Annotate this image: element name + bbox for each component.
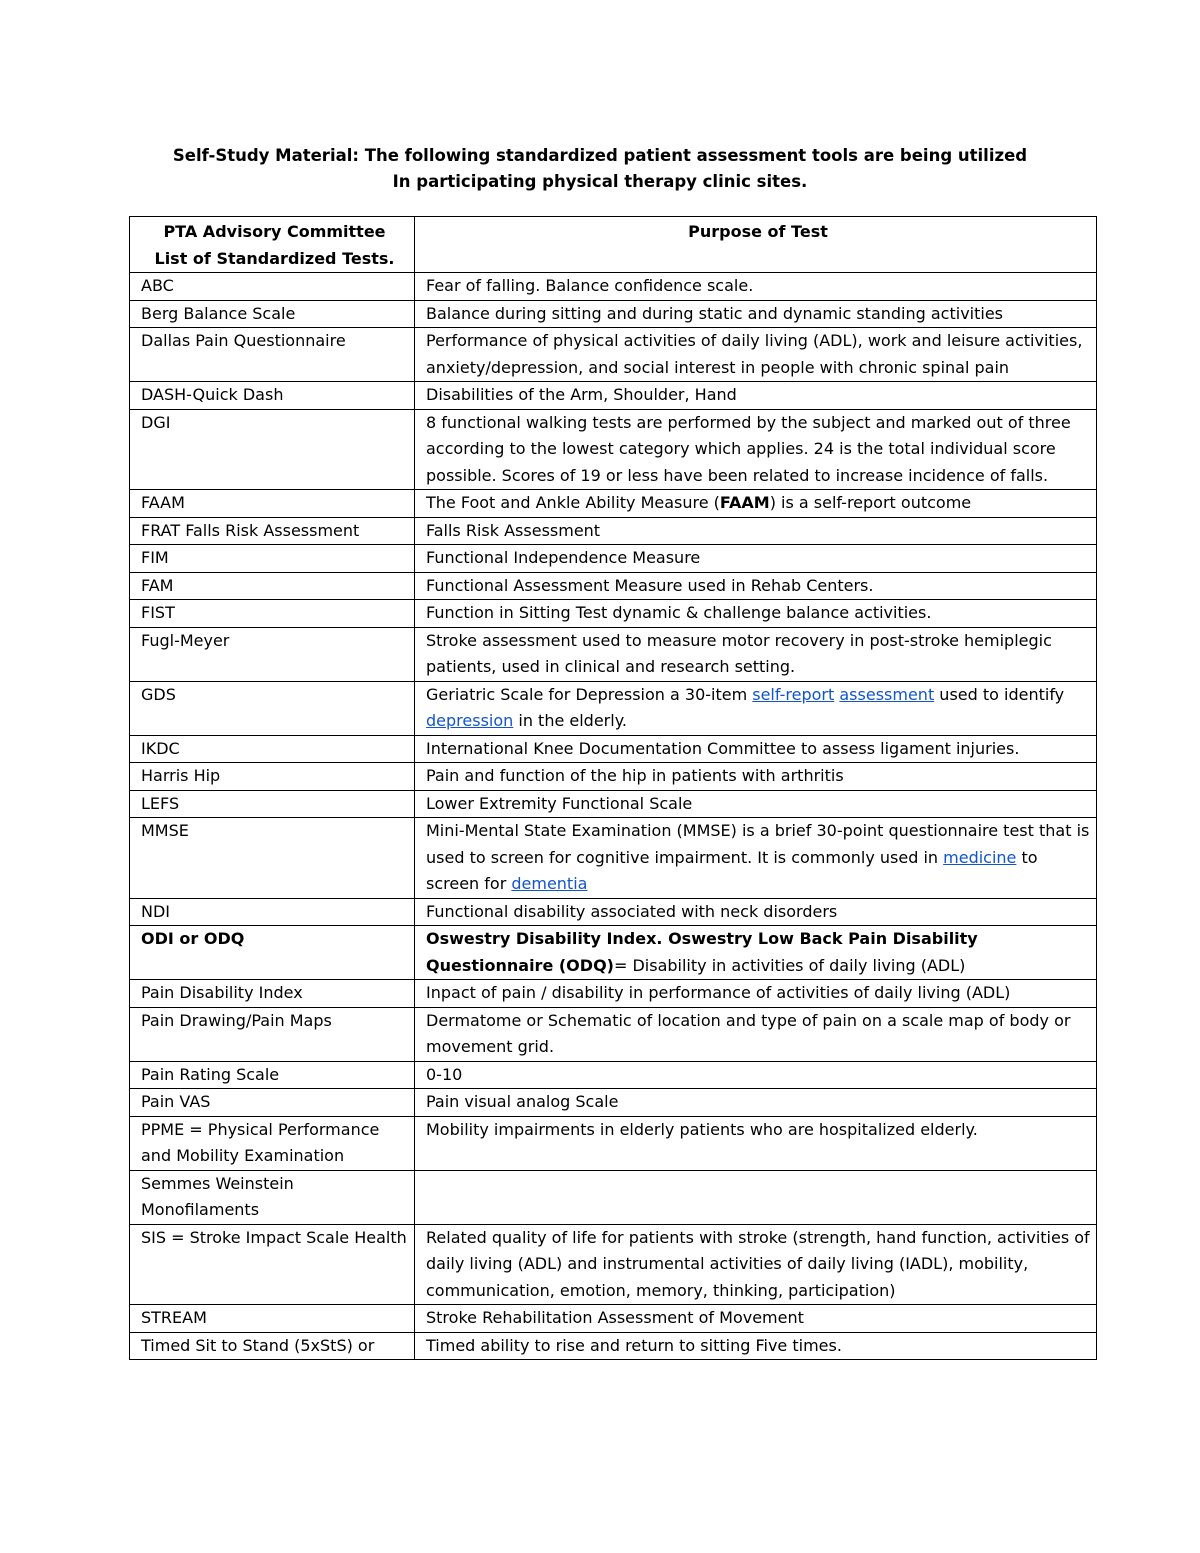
table-row bbox=[130, 818, 1097, 899]
purpose-cell bbox=[415, 1007, 1097, 1061]
table-row bbox=[130, 735, 1097, 763]
test-name-cell: SIS = Stroke Impact Scale Health bbox=[130, 1224, 415, 1305]
purpose-cell bbox=[415, 1305, 1097, 1333]
purpose-text: Oswestry Disability Index. Oswestry Low Back Pain Disability Questionnaire (ODQ) bbox=[426, 929, 978, 975]
purpose-cell bbox=[415, 382, 1097, 410]
table-row bbox=[130, 926, 1097, 980]
test-name-cell: DGI bbox=[130, 409, 415, 490]
reference-link[interactable]: depression bbox=[426, 711, 514, 730]
purpose-text: International Knee Documentation Committee to assess ligament injuries. bbox=[426, 738, 1020, 758]
table-row bbox=[130, 273, 1097, 301]
purpose-text: Functional Assessment Measure used in Rehab Centers. bbox=[426, 575, 874, 595]
purpose-cell bbox=[415, 1116, 1097, 1170]
purpose-text: Stroke assessment used to measure motor recovery in post-stroke hemiplegic patients, used in clinical and research setting. bbox=[426, 630, 1052, 676]
purpose-text: Disabilities of the Arm, Shoulder, Hand bbox=[426, 385, 737, 404]
test-name-cell: FAAM bbox=[130, 490, 415, 518]
purpose-text: Geriatric Scale for Depression a 30-item bbox=[426, 684, 753, 704]
table-row bbox=[130, 681, 1097, 735]
purpose-text: = Disability in activities of daily living (ADL) bbox=[613, 955, 966, 975]
purpose-cell bbox=[415, 681, 1097, 735]
purpose-text: Functional disability associated with neck disorders bbox=[426, 901, 838, 921]
reference-link[interactable]: self-report bbox=[752, 684, 835, 704]
purpose-text: Performance of physical activities of daily living (ADL), work and leisure activities, anxiety/depression, and social interest in people with chronic spinal pain bbox=[426, 331, 1083, 377]
purpose-cell bbox=[415, 1089, 1097, 1117]
table-row bbox=[130, 1170, 1097, 1224]
header-test-name bbox=[130, 217, 415, 273]
table-row bbox=[130, 1305, 1097, 1333]
purpose-cell bbox=[415, 1061, 1097, 1089]
table-row bbox=[130, 790, 1097, 818]
header-test-name-line-2: List of Standardized Tests. bbox=[154, 248, 395, 268]
purpose-cell bbox=[415, 926, 1097, 980]
purpose-cell bbox=[415, 600, 1097, 628]
table-row bbox=[130, 1089, 1097, 1117]
purpose-text: Mobility impairments in elderly patients who are hospitalized elderly. bbox=[426, 1119, 978, 1139]
test-name-cell: LEFS bbox=[130, 790, 415, 818]
purpose-cell bbox=[415, 1332, 1097, 1360]
purpose-text: Pain and function of the hip in patients with arthritis bbox=[426, 766, 844, 785]
table-row bbox=[130, 572, 1097, 600]
purpose-cell bbox=[415, 790, 1097, 818]
test-name-cell: STREAM bbox=[130, 1305, 415, 1333]
reference-link[interactable]: medicine bbox=[943, 847, 1017, 867]
table-row bbox=[130, 409, 1097, 490]
purpose-text: used to identify bbox=[934, 684, 1065, 704]
standardized-tests-table bbox=[129, 216, 1097, 1360]
purpose-cell bbox=[415, 763, 1097, 791]
purpose-cell bbox=[415, 409, 1097, 490]
purpose-text: Mini-Mental State Examination (MMSE) is a brief 30-point questionnaire test that is used to screen for cognitive impairment. It is commonly used in bbox=[426, 821, 1090, 867]
test-name-cell: FIST bbox=[130, 600, 415, 628]
test-name-cell: Timed Sit to Stand (5xStS) or bbox=[130, 1332, 415, 1360]
table-row bbox=[130, 763, 1097, 791]
purpose-text: 0-10 bbox=[426, 1064, 463, 1084]
table-row bbox=[130, 300, 1097, 328]
purpose-text: to screen for bbox=[426, 847, 1038, 893]
purpose-cell bbox=[415, 818, 1097, 899]
purpose-cell bbox=[415, 328, 1097, 382]
test-name-cell: GDS bbox=[130, 681, 415, 735]
table-row bbox=[130, 545, 1097, 573]
purpose-text: Function in Sitting Test dynamic & challenge balance activities. bbox=[426, 603, 932, 622]
purpose-text: Fear of falling. Balance confidence scale. bbox=[426, 276, 754, 295]
reference-link[interactable]: assessment bbox=[839, 684, 935, 704]
purpose-text: Dermatome or Schematic of location and type of pain on a scale map of body or movement grid. bbox=[426, 1010, 1071, 1056]
purpose-cell bbox=[415, 735, 1097, 763]
purpose-text: Falls Risk Assessment bbox=[426, 520, 601, 540]
purpose-cell bbox=[415, 1170, 1097, 1224]
table-row bbox=[130, 1224, 1097, 1305]
title-line-1: Self-Study Material: The following standardized patient assessment tools are being utilized bbox=[172, 146, 1028, 165]
purpose-text: Inpact of pain / disability in performance of activities of daily living (ADL) bbox=[426, 983, 1011, 1002]
test-name-cell: Berg Balance Scale bbox=[130, 300, 415, 328]
test-name-cell: Harris Hip bbox=[130, 763, 415, 791]
table-row bbox=[130, 1332, 1097, 1360]
document-title bbox=[0, 143, 1200, 195]
test-name-cell: PPME = Physical Performance and Mobility Examination bbox=[130, 1116, 415, 1170]
test-name-cell: Semmes Weinstein Monofilaments bbox=[130, 1170, 415, 1224]
purpose-cell bbox=[415, 898, 1097, 926]
purpose-cell bbox=[415, 545, 1097, 573]
test-name-cell: Pain Rating Scale bbox=[130, 1061, 415, 1089]
test-name-cell: ABC bbox=[130, 273, 415, 301]
purpose-text: Timed ability to rise and return to sitting Five times. bbox=[426, 1335, 842, 1355]
table-body bbox=[130, 273, 1097, 1360]
test-name-cell: Pain Drawing/Pain Maps bbox=[130, 1007, 415, 1061]
purpose-text: Related quality of life for patients with stroke (strength, hand function, activities of daily living (ADL) and instrumental activities of daily living (IADL), mobility, communication, emotion, memory, thinking, participation) bbox=[426, 1227, 1090, 1300]
purpose-text: Lower Extremity Functional Scale bbox=[426, 793, 693, 813]
purpose-cell bbox=[415, 1224, 1097, 1305]
table-row bbox=[130, 382, 1097, 410]
purpose-text: Stroke Rehabilitation Assessment of Movement bbox=[426, 1308, 804, 1327]
purpose-cell bbox=[415, 300, 1097, 328]
purpose-cell bbox=[415, 572, 1097, 600]
table-row bbox=[130, 627, 1097, 681]
purpose-cell bbox=[415, 273, 1097, 301]
purpose-text: in the elderly. bbox=[513, 711, 627, 730]
table-row bbox=[130, 517, 1097, 545]
test-name-cell: IKDC bbox=[130, 735, 415, 763]
purpose-cell bbox=[415, 627, 1097, 681]
test-name-cell: Dallas Pain Questionnaire bbox=[130, 328, 415, 382]
header-test-name-line-1: PTA Advisory Committee bbox=[163, 222, 386, 241]
table-row bbox=[130, 328, 1097, 382]
purpose-text: FAAM bbox=[719, 493, 770, 512]
test-name-cell: FRAT Falls Risk Assessment bbox=[130, 517, 415, 545]
purpose-cell bbox=[415, 980, 1097, 1008]
table-row bbox=[130, 1116, 1097, 1170]
test-name-cell: MMSE bbox=[130, 818, 415, 899]
table-row bbox=[130, 490, 1097, 518]
reference-link[interactable]: dementia bbox=[511, 874, 588, 893]
table-header-row bbox=[130, 217, 1097, 273]
test-name-cell: ODI or ODQ bbox=[130, 926, 415, 980]
purpose-text: 8 functional walking tests are performed by the subject and marked out of three according to the lowest category which applies. 24 is the total individual score possible. Scores of 19 or less have been related to increase incidence of falls. bbox=[426, 412, 1071, 485]
test-name-cell: Fugl-Meyer bbox=[130, 627, 415, 681]
test-name-cell: FIM bbox=[130, 545, 415, 573]
table-row bbox=[130, 980, 1097, 1008]
test-name-cell: NDI bbox=[130, 898, 415, 926]
table-row bbox=[130, 898, 1097, 926]
table-row bbox=[130, 1007, 1097, 1061]
table-row bbox=[130, 1061, 1097, 1089]
header-purpose: Purpose of Test bbox=[415, 217, 1097, 273]
purpose-text: Balance during sitting and during static and dynamic standing activities bbox=[426, 303, 1004, 323]
purpose-text: The Foot and Ankle Ability Measure ( bbox=[426, 493, 720, 512]
purpose-cell bbox=[415, 490, 1097, 518]
purpose-text: ) is a self-report outcome bbox=[769, 493, 972, 512]
title-line-2: In participating physical therapy clinic sites. bbox=[392, 172, 808, 191]
purpose-text: Pain visual analog Scale bbox=[426, 1092, 619, 1111]
test-name-cell: Pain Disability Index bbox=[130, 980, 415, 1008]
purpose-cell bbox=[415, 517, 1097, 545]
purpose-text: Functional Independence Measure bbox=[426, 548, 701, 567]
table-row bbox=[130, 600, 1097, 628]
test-name-cell: DASH-Quick Dash bbox=[130, 382, 415, 410]
test-name-cell: FAM bbox=[130, 572, 415, 600]
test-name-cell: Pain VAS bbox=[130, 1089, 415, 1117]
